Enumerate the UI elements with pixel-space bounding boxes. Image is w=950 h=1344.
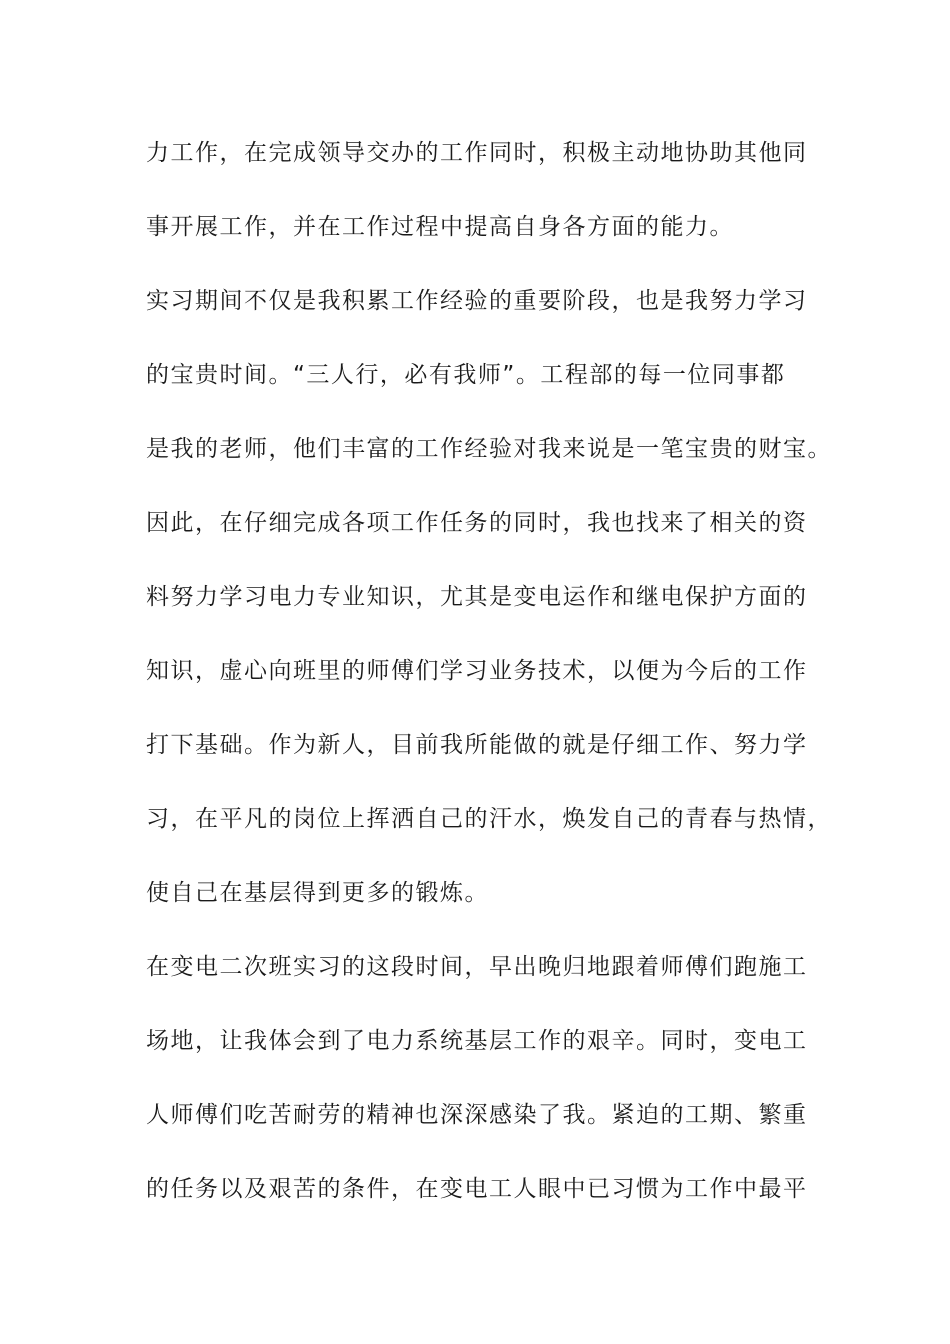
text-line: 事开展工作，并在工作过程中提高自身各方面的能力。 [146, 214, 734, 240]
text-line: 使自己在基层得到更多的锻炼。 [146, 880, 489, 906]
text-line: 的任务以及艰苦的条件，在变电工人眼中已习惯为工作中最平 [146, 1176, 808, 1202]
text-line: 在变电二次班实习的这段时间，早出晚归地跟着师傅们跑施工 [146, 954, 808, 980]
text-line: 的宝贵时间。“三人行，必有我师”。工程部的每一位同事都 [146, 362, 786, 388]
text-line: 因此，在仔细完成各项工作任务的同时，我也找来了相关的资 [146, 510, 808, 536]
text-line: 场地，让我体会到了电力系统基层工作的艰辛。同时，变电工 [146, 1028, 808, 1054]
text-line: 实习期间不仅是我积累工作经验的重要阶段，也是我努力学习 [146, 288, 808, 314]
text-line: 是我的老师，他们丰富的工作经验对我来说是一笔宝贵的财宝。 [146, 436, 832, 462]
text-line: 打下基础。作为新人，目前我所能做的就是仔细工作、努力学 [146, 732, 808, 758]
text-line: 人师傅们吃苦耐劳的精神也深深感染了我。紧迫的工期、繁重 [146, 1102, 808, 1128]
text-line: 料努力学习电力专业知识，尤其是变电运作和继电保护方面的 [146, 584, 808, 610]
text-line: 知识，虚心向班里的师傅们学习业务技术，以便为今后的工作 [146, 658, 808, 684]
text-line: 力工作，在完成领导交办的工作同时，积极主动地协助其他同 [146, 140, 808, 166]
text-line: 习，在平凡的岗位上挥洒自己的汗水，焕发自己的青春与热情， [146, 806, 832, 832]
